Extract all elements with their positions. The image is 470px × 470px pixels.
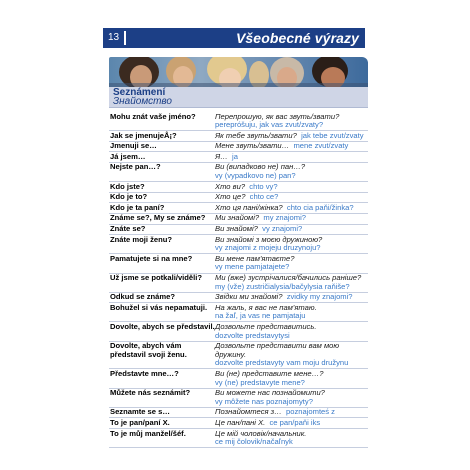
phrase-row bbox=[109, 182, 368, 193]
pronunciation: zvidky my znajomi? bbox=[286, 292, 353, 302]
ukrainian-phrase: На жаль, я вас не пам'ятаю. bbox=[215, 302, 317, 312]
translation bbox=[215, 369, 368, 387]
ukrainian-phrase: Хто це? bbox=[215, 192, 246, 202]
czech-phrase: Odkud se známe? bbox=[110, 292, 175, 302]
pronunciation: vy (vypadkovo ne) pan? bbox=[215, 171, 296, 181]
pronunciation: vy znajomi? bbox=[262, 224, 303, 234]
translation bbox=[215, 418, 368, 428]
translation bbox=[215, 203, 368, 213]
ukrainian-phrase: Познайомтеся з… bbox=[215, 407, 282, 417]
translation bbox=[215, 322, 368, 340]
ukrainian-phrase: Я… bbox=[215, 151, 228, 161]
ukrainian-phrase: Мене звуть/звати… bbox=[215, 141, 290, 151]
ukrainian-phrase: Ви знайомі з моєю дружиною? bbox=[215, 234, 323, 244]
czech-phrase: Kdo je to? bbox=[110, 192, 148, 202]
phrase-row bbox=[109, 203, 368, 214]
ukrainian-phrase: Ви (не) представите мене…? bbox=[215, 368, 324, 378]
czech-phrase: Znáte moji ženu? bbox=[110, 234, 173, 244]
phrase-row bbox=[109, 322, 368, 341]
pronunciation: vy môžete nas poznajomyty? bbox=[215, 396, 313, 406]
ukrainian-phrase: Ви (випадково не) пан…? bbox=[215, 162, 306, 172]
page-number: 13 bbox=[108, 32, 120, 43]
pronunciation: ce mij čolovik/načaľnyk bbox=[215, 437, 293, 447]
translation bbox=[215, 193, 368, 203]
phrase-row bbox=[109, 235, 368, 254]
phrase-row bbox=[109, 152, 368, 163]
czech-phrase: To je můj manžel/šéf. bbox=[110, 428, 186, 438]
pronunciation: dozvolte predstavyty vam moju družynu bbox=[215, 358, 349, 368]
pronunciation: my (vže) zustričialysia/bačylysia raňiše? bbox=[215, 281, 350, 291]
translation bbox=[215, 303, 368, 321]
translation bbox=[215, 429, 368, 447]
czech-phrase: Mohu znát vaše jméno? bbox=[110, 111, 196, 121]
pronunciation: vy mene pamjatajete? bbox=[215, 262, 290, 272]
phrase-row bbox=[109, 142, 368, 153]
translation bbox=[215, 342, 368, 369]
czech-phrase: Jak se jmenujeÅ¡? bbox=[110, 130, 177, 140]
ukrainian-phrase: Це мій чоловік/начальник. bbox=[215, 428, 307, 438]
czech-phrase: Seznamte se s… bbox=[110, 407, 170, 417]
phrase-row bbox=[109, 389, 368, 408]
phrase-row bbox=[109, 214, 368, 225]
ukrainian-phrase: Ви мене пам'ятаєте? bbox=[215, 253, 295, 263]
ukrainian-phrase: Дозвольте представити вам мою дружину. bbox=[215, 341, 340, 359]
pronunciation: jak tebe zvut/zvaty bbox=[301, 130, 364, 140]
czech-phrase: Kdo je ta paní? bbox=[110, 202, 165, 212]
pronunciation: my znajomi? bbox=[263, 213, 307, 223]
ukrainian-phrase: Як тебе звуть/звати? bbox=[215, 130, 297, 140]
phrase-row bbox=[109, 225, 368, 236]
ukrainian-phrase: Ми (вже) зустрічалися/бачились раніше? bbox=[215, 273, 362, 282]
pronunciation: perepróšuju, jak vas zvut/zvaty? bbox=[215, 120, 324, 130]
header-divider bbox=[124, 31, 126, 45]
ukrainian-phrase: Ви можете нас познайомити? bbox=[215, 388, 325, 398]
phrase-row bbox=[109, 293, 368, 304]
phrase-row bbox=[109, 418, 368, 429]
translation bbox=[215, 163, 368, 181]
people-photo bbox=[109, 57, 368, 87]
ukrainian-phrase: Ми знайомі? bbox=[215, 213, 260, 223]
translation bbox=[215, 274, 368, 292]
czech-phrase: Už jsme se potkali/viděli? bbox=[110, 273, 203, 282]
phrase-row bbox=[109, 303, 368, 322]
translation bbox=[215, 131, 368, 141]
pronunciation: chto vy? bbox=[249, 181, 278, 191]
ukrainian-phrase: Ви знайомі? bbox=[215, 224, 258, 234]
phrase-row bbox=[109, 342, 368, 370]
pronunciation: chto ce? bbox=[249, 192, 279, 202]
translation bbox=[215, 182, 368, 192]
czech-phrase: To je pan/paní X. bbox=[110, 417, 170, 427]
phrase-row bbox=[109, 112, 368, 131]
czech-phrase: Bohužel si vás nepamatuji. bbox=[110, 302, 208, 312]
czech-phrase: Známe se?, My se známe? bbox=[110, 213, 206, 223]
phrase-row bbox=[109, 254, 368, 273]
czech-phrase: Já jsem… bbox=[110, 151, 146, 161]
page-header bbox=[103, 28, 365, 48]
phrase-row bbox=[109, 131, 368, 142]
czech-phrase: Můžete nás seznámit? bbox=[110, 388, 191, 398]
translation bbox=[215, 235, 368, 253]
pronunciation: ce pan/paňi iks bbox=[269, 417, 321, 427]
translation bbox=[215, 254, 368, 272]
phrase-row bbox=[109, 429, 368, 448]
pronunciation: ja bbox=[232, 151, 238, 161]
pronunciation: mene zvut/zvaty bbox=[293, 141, 349, 151]
czech-phrase: Kdo jste? bbox=[110, 181, 145, 191]
phrase-row bbox=[109, 163, 368, 182]
pronunciation: dozvolte predstavytysi bbox=[215, 330, 290, 340]
phrase-row bbox=[109, 193, 368, 204]
czech-phrase: Jmenuji se… bbox=[110, 141, 157, 151]
translation bbox=[215, 214, 368, 224]
translation bbox=[215, 408, 368, 418]
people-photo-illustration bbox=[109, 57, 368, 87]
phrase-row bbox=[109, 369, 368, 388]
czech-phrase: Dovolte, abych vám představil svoji ženu. bbox=[110, 341, 187, 359]
pronunciation: na žaľ, ja vas ne pamjataju bbox=[215, 311, 306, 321]
pronunciation: poznajomteś z bbox=[286, 407, 335, 417]
czech-phrase: Nejste pan…? bbox=[110, 162, 161, 172]
phrase-row bbox=[109, 274, 368, 293]
czech-phrase: Dovolte, abych se představil. bbox=[110, 321, 215, 331]
ukrainian-phrase: Перепрошую, як вас звуть/звати? bbox=[215, 111, 340, 121]
pronunciation: vy znajomi z mojeju druzynoju? bbox=[215, 243, 321, 253]
translation bbox=[215, 152, 368, 162]
ukrainian-phrase: Хто ця пані/жінка? bbox=[215, 202, 283, 212]
pronunciation: chto cia paňi/žinka? bbox=[286, 202, 354, 212]
section-heading bbox=[109, 87, 368, 108]
czech-phrase: Představte mne…? bbox=[110, 368, 179, 378]
czech-phrase: Pamatujete si na mne? bbox=[110, 253, 193, 263]
phrase-table bbox=[109, 112, 368, 448]
ukrainian-phrase: Звідки ми знайомі? bbox=[215, 292, 283, 302]
phrase-row bbox=[109, 408, 368, 419]
translation bbox=[215, 142, 368, 152]
pronunciation: vy (ne) predstavyte mene? bbox=[215, 377, 305, 387]
chapter-title: Všeobecné výrazy bbox=[235, 30, 359, 46]
section-title: Seznámení bbox=[113, 87, 166, 98]
ukrainian-phrase: Дозвольте представитись. bbox=[215, 321, 317, 331]
translation bbox=[215, 389, 368, 407]
czech-phrase: Znáte se? bbox=[110, 224, 146, 234]
translation bbox=[215, 112, 368, 130]
section-subtitle: Знайомство bbox=[113, 96, 172, 107]
translation bbox=[215, 225, 368, 235]
ukrainian-phrase: Хто ви? bbox=[215, 181, 246, 191]
ukrainian-phrase: Це пан/пані Х. bbox=[215, 417, 266, 427]
translation bbox=[215, 293, 368, 303]
